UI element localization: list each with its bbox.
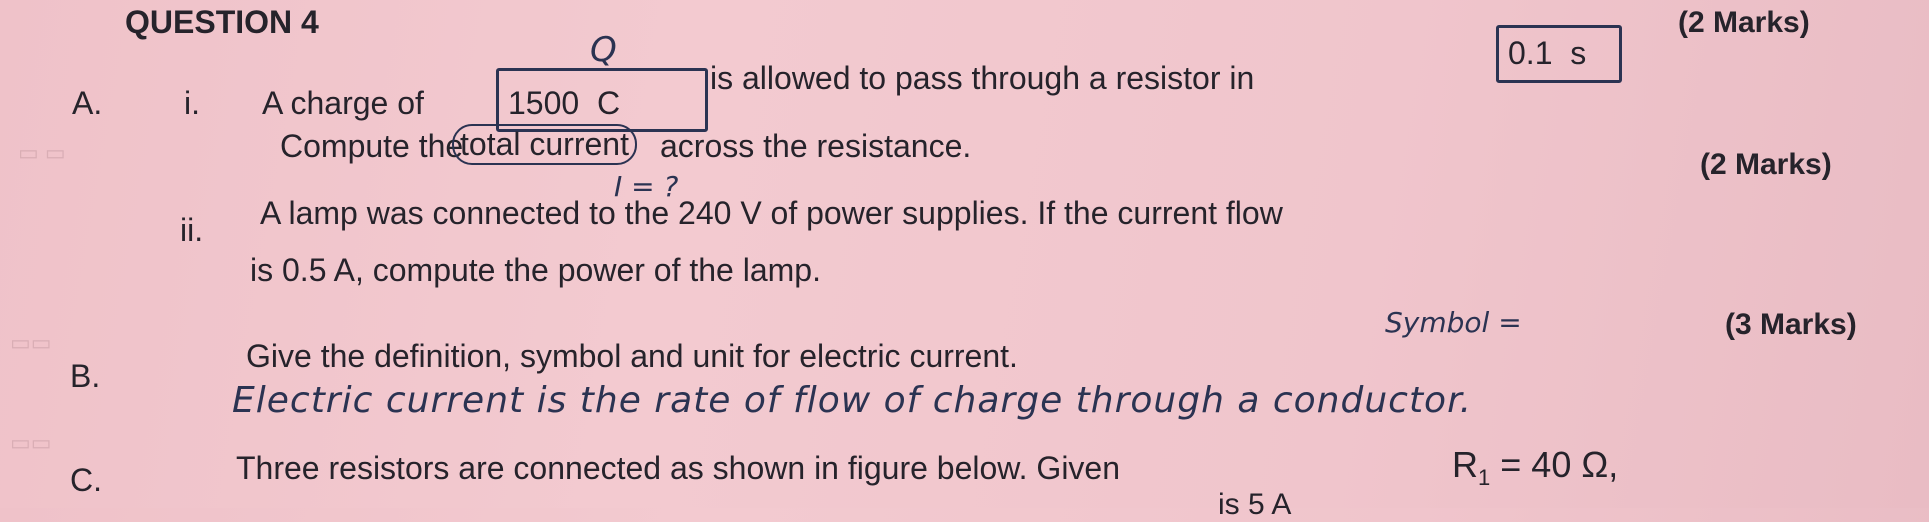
part-a-label: A. [72,85,103,121]
part-c-label: C. [70,462,102,498]
part-a-i-line2-start: Compute the [280,128,464,164]
question-heading: QUESTION 4 [125,4,319,40]
background-ghost-mark: ▭ ▭ [18,140,66,165]
r1-symbol: R [1452,444,1478,485]
background-ghost-mark: ▭▭ [10,430,52,455]
part-a-i-marks: (2 Marks) [1678,6,1810,39]
part-c-cut-line: is 5 A [1218,488,1292,521]
part-a-ii-marks: (2 Marks) [1700,148,1832,181]
r1-subscript: 1 [1478,465,1491,491]
part-c-text: Three resistors are connected as shown in figure below. Given [236,450,1121,486]
time-value: 0.1 s [1508,35,1587,71]
charge-value: 1500 C [508,85,621,121]
part-a-i-text-mid: is allowed to pass through a resistor in [710,60,1255,96]
part-a-ii-line1: A lamp was connected to the 240 V of power supplies. If the current flow [260,195,1283,231]
part-a-ii-number: ii. [180,212,204,248]
handwritten-q: Q [590,30,617,70]
resistor-r1-given [1452,444,1618,491]
handwritten-symbol: Symbol = [1385,306,1522,339]
part-a-i-line2-end: across the resistance. [660,128,972,164]
handwritten-i-equals: I = ? [614,170,679,203]
part-b-text: Give the definition, symbol and unit for electric current. [246,338,1018,374]
background-ghost-mark: ▭▭ [10,330,52,355]
r1-value: = 40 Ω, [1500,444,1619,485]
part-a-i-text-start: A charge of [262,85,424,121]
handwritten-definition: Electric current is the rate of flow of charge through a conductor. [232,380,1473,421]
part-a-i-number: i. [184,85,200,121]
part-b-marks: (3 Marks) [1725,308,1857,341]
circled-total-current: total current [452,124,637,165]
part-a-ii-line2: is 0.5 A, compute the power of the lamp. [250,252,821,288]
part-b-label: B. [70,358,101,394]
